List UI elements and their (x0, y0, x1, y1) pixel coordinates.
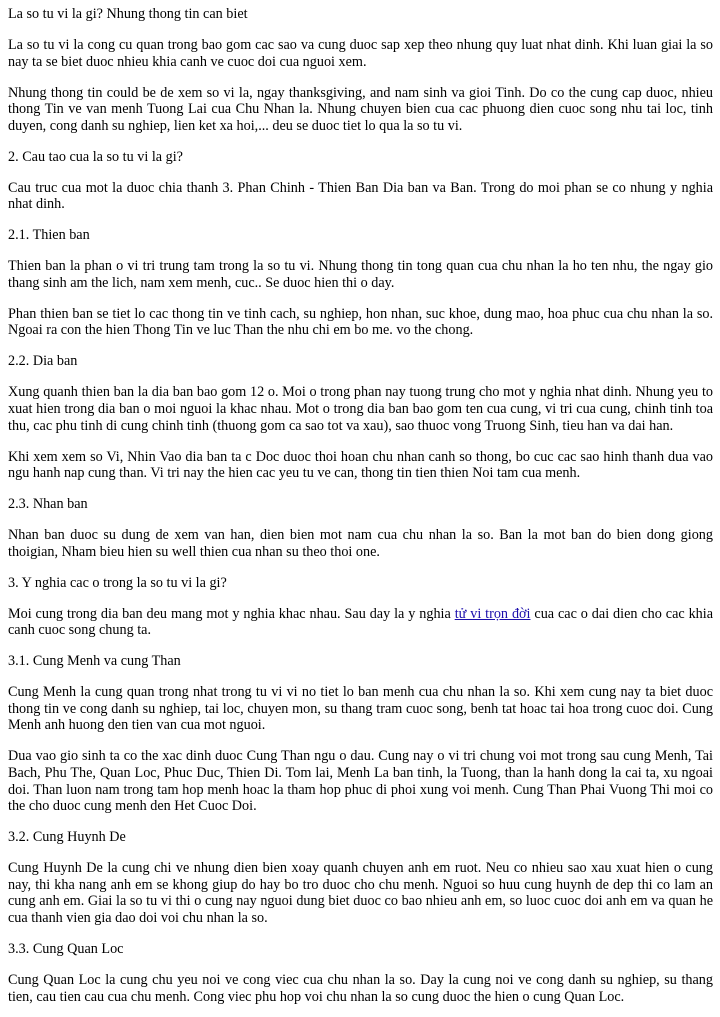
body-paragraph: Xung quanh thien ban la dia ban bao gom 12 o. Moi o trong phan nay tuong trung cho mot y nghia nhat dinh. Nhung yeu to xuat hien trong dia ban o moi nguoi la khac nhau. Mot o trong dia ban bao gom ten cua cung, vi tri cua cung, chinh tinh toa thu, cac phu tinh di cung chinh tinh (thuong gom ca sao tot va xau), sao thuoc vong Truong Sinh, tieu han va dai han. (8, 384, 713, 434)
body-paragraph: Cung Quan Loc la cung chu yeu noi ve cong viec cua chu nhan la so. Day la cung noi ve cong danh su nghiep, su thang tien, cau tien cau cua chu menh. Cong viec phu hop voi chu nhan la so cung duoc the hien o cung Quan Loc. (8, 971, 713, 1005)
body-paragraph: Khi xem xem so Vi, Nhin Vao dia ban ta c Doc duoc thoi hoan chu nhan canh so thong, bo cuc cac sao hinh thanh dua vao ngu hanh nap cung than. Vi tri nay the hien cac yeu tu ve can, thong tin tien thien Noi tam cua menh. (8, 448, 713, 482)
body-paragraph: Cung Huynh De la cung chi ve nhung dien bien xoay quanh chuyen anh em ruot. Neu co nhieu sao xau xuat hien o cung nay, thi kha nang anh em se khong giup do hay bo tro duoc cho chu menh. Nguoi so huu cung huynh de dep thi co lam an cung anh em. Giai la so tu vi thi o cung nay nguoi dung biet duoc co bao nhieu anh em, so luoc cuoc doi anh em va quan he cua thanh vien gia dao doi voi chu nhan la so. (8, 860, 713, 926)
body-paragraph: Phan thien ban se tiet lo cac thong tin ve tinh cach, su nghiep, hon nhan, suc khoe, dung mao, hoa phuc cua chu nhan la so. Ngoai ra con the hien Thong Tin ve luc Than the nhu chi em bo me. vo the chong. (8, 305, 713, 339)
intro-paragraph: Nhung thong tin could be de xem so vi la, ngay thanksgiving, and nam sinh va gioi Tinh. Do co the cung cap duoc, nhieu thong Tin ve van menh Tuong Lai cua Chu Nhan la. Nhung chuyen bien cua cac phuong dien cuoc song nhu tai loc, tinh duyen, cong danh su nghiep, lien ket xa hoi,... deu se duoc tiet lo qua la so tu vi. (8, 84, 713, 134)
section-heading: 3. Y nghia cac o trong la so tu vi la gi? (8, 574, 227, 591)
paragraph-text: Moi cung trong dia ban deu mang mot y nghia khac nhau. Sau day la y nghia (8, 605, 455, 622)
body-paragraph: Cau truc cua mot la duoc chia thanh 3. Phan Chinh - Thien Ban Dia ban va Ban. Trong do moi phan se co nhung y nghia nhat dinh. (8, 179, 713, 213)
page-title: La so tu vi la gi? Nhung thong tin can biet (8, 6, 248, 22)
section-heading: 2.1. Thien ban (8, 227, 90, 244)
section-heading: 2.3. Nhan ban (8, 496, 88, 513)
document-body (8, 6, 713, 1005)
paragraph-text: cua cac o dai dien cho cac khia canh cuoc song chung ta. (8, 605, 713, 639)
section-heading: 2. Cau tao cua la so tu vi la gi? (8, 148, 183, 165)
intro-paragraph: La so tu vi la cong cu quan trong bao gom cac sao va cung duoc sap xep theo nhung quy luat nhat dinh. Khi luan giai la so nay ta se biet duoc nhieu khia canh ve cuoc doi cua nguoi xem. (8, 36, 713, 70)
section-heading: 3.2. Cung Huynh De (8, 829, 126, 846)
body-paragraph: Cung Menh la cung quan trong nhat trong tu vi vi no tiet lo ban menh cua chu nhan la so. Khi xem cung nay ta biet duoc thong tin ve cong danh su nghiep, tai loc, chuyen mon, su thang tram cuoc song, benh tat hoac tai hoa trong cuoc doi. Cung Menh anh huong den tien van cua mot nguoi. (8, 684, 713, 734)
body-paragraph: Nhan ban duoc su dung de xem van han, dien bien mot nam cua chu nhan la so. Ban la mot ban do bien dong giong thoigian, Nham bieu hien su well thien cua nhan su theo thoi one. (8, 527, 713, 560)
body-paragraph (8, 606, 713, 639)
section-heading: 3.1. Cung Menh va cung Than (8, 653, 181, 670)
body-paragraph: Thien ban la phan o vi tri trung tam trong la so tu vi. Nhung thong tin tong quan cua chu nhan la ho ten nhu, the ngay gio thang sinh am the lich, nam xem menh, cuc.. Se duoc hien thi o day. (8, 258, 713, 291)
section-heading: 3.3. Cung Quan Loc (8, 940, 124, 957)
section-heading: 2.2. Dia ban (8, 353, 78, 370)
body-paragraph: Dua vao gio sinh ta co the xac dinh duoc Cung Than ngu o dau. Cung nay o vi tri chung voi mot trong sau cung Menh, Tai Bach, Phu The, Quan Loc, Phuc Duc, Thien Di. Tom lai, Menh La ban tinh, la Tuong, than la hanh dong la cai ta, xu ngoai doi. Than luon nam trong tam hop menh hoac la tham hop phuc di phoi xung voi menh. Cung Than Phai Vuong Thi moi co the cho duoc cung menh den Het Cuoc Doi. (8, 748, 713, 815)
tu-vi-tron-doi-link[interactable]: tử vi trọn đời (454, 605, 531, 622)
